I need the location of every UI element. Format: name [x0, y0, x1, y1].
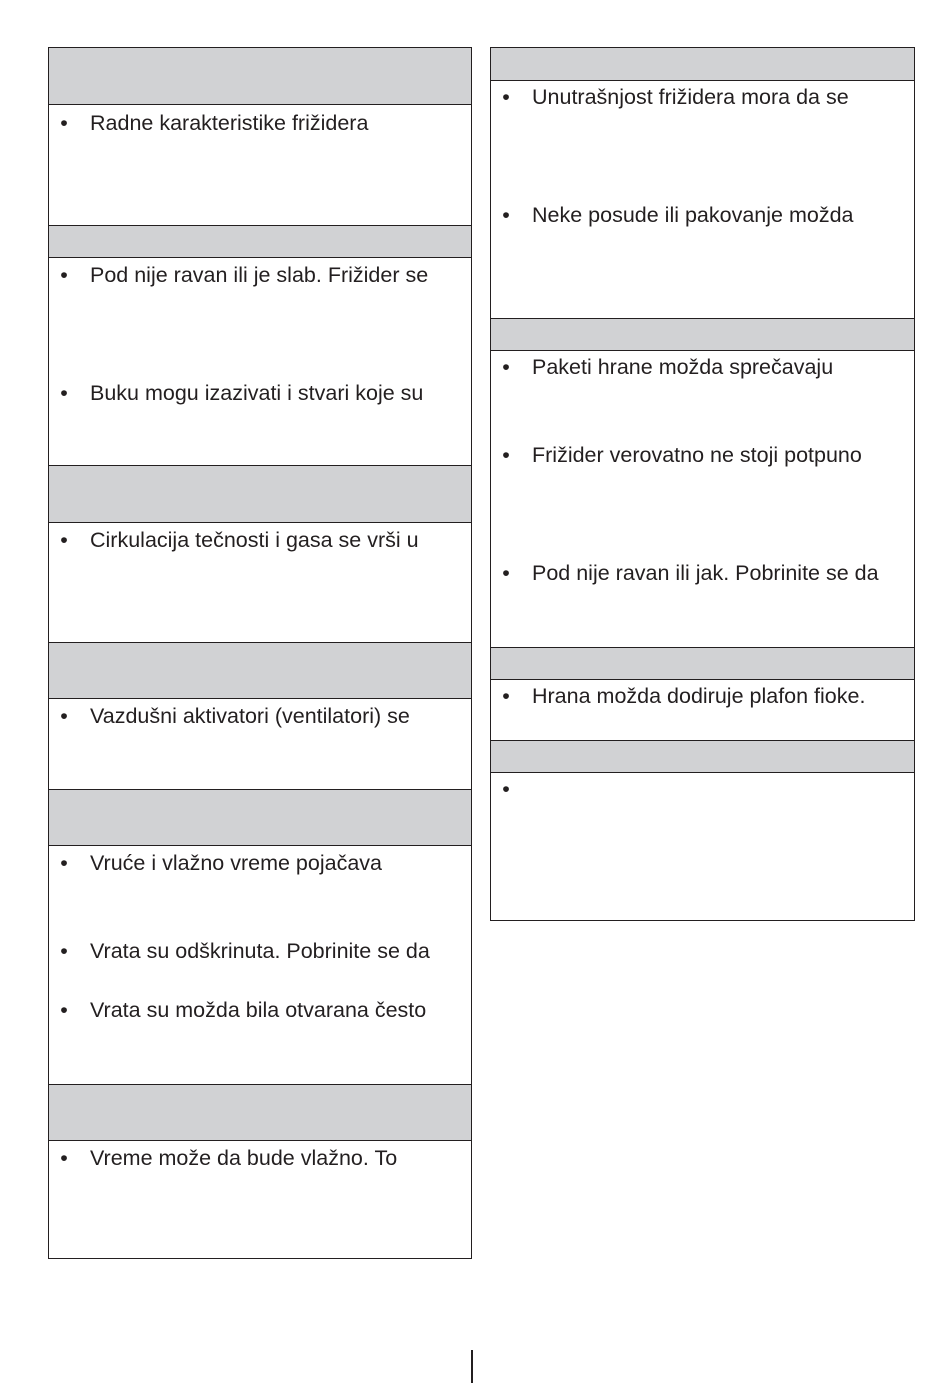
list-item-text: Cirkulacija tečnosti i gasa se vrši u — [90, 528, 419, 552]
list-item-text: Pod nije ravan ili je slab. Frižider se — [90, 263, 429, 287]
section-body — [49, 1141, 471, 1259]
section-header — [491, 741, 914, 773]
bullet-icon: • — [60, 528, 68, 552]
section-body — [491, 351, 914, 648]
bullet-icon: • — [502, 85, 510, 109]
section-body — [49, 846, 471, 1085]
bullet-icon: • — [502, 684, 510, 708]
list-item-text: Paketi hrane možda sprečavaju — [532, 355, 834, 379]
section-body — [49, 258, 471, 466]
bullet-icon: • — [502, 355, 510, 379]
bullet-icon: • — [60, 111, 68, 135]
section-header — [49, 48, 471, 105]
bullet-icon: • — [502, 561, 510, 585]
section-header — [49, 226, 471, 258]
section-body — [491, 773, 914, 919]
bullet-icon: • — [60, 851, 68, 875]
bullet-icon: • — [502, 443, 510, 467]
section-header — [49, 1085, 471, 1141]
list-item-text: Vrata su odškrinuta. Pobrinite se da — [90, 939, 430, 963]
section-body — [49, 699, 471, 790]
list-item-text: Buku mogu izazivati i stvari koje su — [90, 381, 424, 405]
section-body — [491, 680, 914, 741]
list-item-text: Vrata su možda bila otvarana često — [90, 998, 427, 1022]
bullet-icon: • — [502, 203, 510, 227]
section-body — [49, 523, 471, 643]
list-item-text: Vruće i vlažno vreme pojačava — [90, 851, 382, 875]
bullet-icon: • — [60, 1146, 68, 1170]
section-header — [491, 319, 914, 351]
section-body — [49, 105, 471, 226]
list-item-text: Neke posude ili pakovanje možda — [532, 203, 854, 227]
left-troubleshooting-table — [48, 47, 472, 1259]
section-body — [491, 81, 914, 319]
right-troubleshooting-table — [490, 47, 915, 921]
page-marker-divider — [471, 1350, 473, 1383]
bullet-icon: • — [60, 939, 68, 963]
list-item-text: Vazdušni aktivatori (ventilatori) se — [90, 704, 410, 728]
bullet-icon: • — [502, 777, 510, 801]
list-item-text: Frižider verovatno ne stoji potpuno — [532, 443, 862, 467]
section-header — [49, 466, 471, 523]
list-item-text: Unutrašnjost frižidera mora da se — [532, 85, 849, 109]
list-item-text: Pod nije ravan ili jak. Pobrinite se da — [532, 561, 879, 585]
list-item-text: Vreme može da bude vlažno. To — [90, 1146, 398, 1170]
section-header — [491, 648, 914, 680]
bullet-icon: • — [60, 998, 68, 1022]
list-item-text: Hrana možda dodiruje plafon fioke. — [532, 684, 866, 708]
section-header — [49, 643, 471, 699]
section-header — [491, 48, 914, 81]
bullet-icon: • — [60, 263, 68, 287]
bullet-icon: • — [60, 704, 68, 728]
section-header — [49, 790, 471, 846]
bullet-icon: • — [60, 381, 68, 405]
list-item-text: Radne karakteristike frižidera — [90, 111, 369, 135]
